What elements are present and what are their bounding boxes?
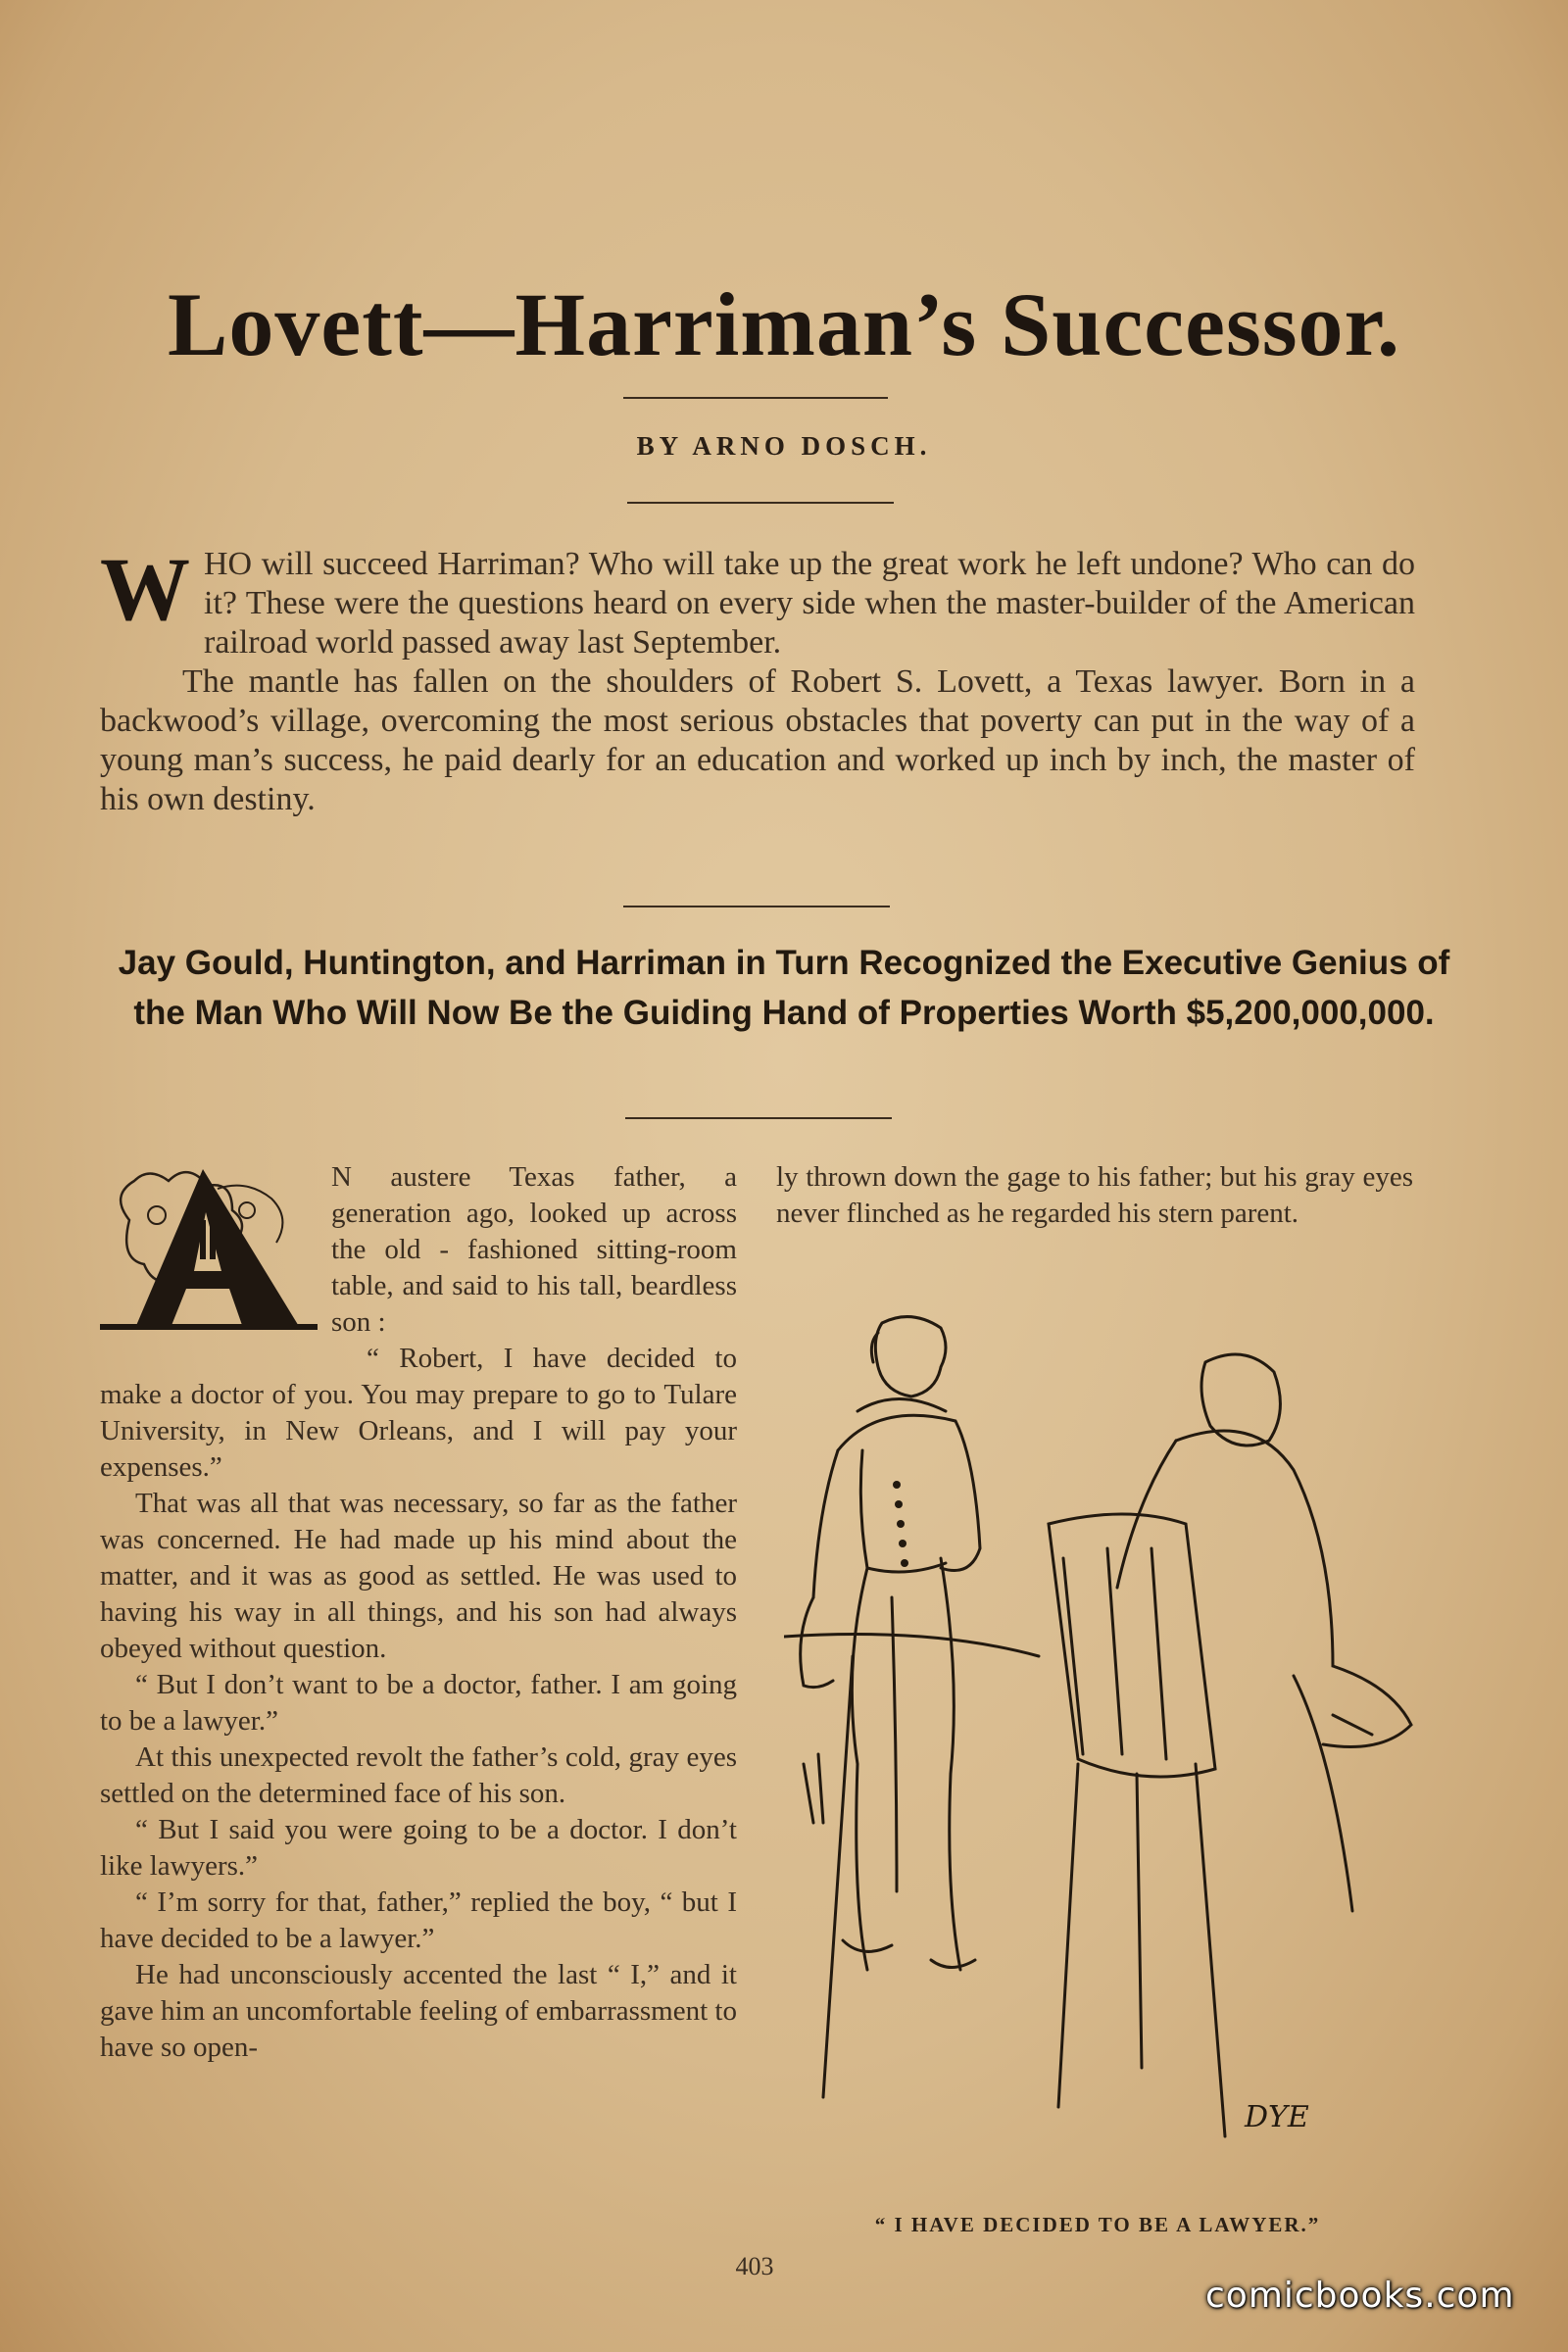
body-paragraph-continued: ly thrown down the gage to his father; but his gray eyes never flinched as he regarded his stern parent. xyxy=(776,1161,1413,1229)
page-number: 403 xyxy=(735,2252,774,2280)
intro-text xyxy=(100,539,1415,819)
title-rule xyxy=(623,397,888,399)
illustration-caption: “ I HAVE DECIDED TO BE A LAWYER.” xyxy=(874,2213,1321,2236)
article-title: Lovett—Harriman’s Successor. xyxy=(168,274,1400,374)
body-paragraph: N austere Texas father, a generation ago, looked up across the old - fashioned sitting-room table, and said to his tall, beardless son : xyxy=(331,1161,737,1338)
body-column-2 xyxy=(776,1159,1413,1232)
illustration-father-son-drawing xyxy=(784,1303,1431,2205)
body-paragraph: “ I’m sorry for that, father,” replied the boy, “ but I have decided to be a lawyer.” xyxy=(100,1886,737,1954)
deck-rule xyxy=(625,1117,892,1119)
body-column-1 xyxy=(100,1159,737,2066)
intro-rule xyxy=(623,906,890,907)
byline: BY ARNO DOSCH. xyxy=(636,431,932,461)
intro-paragraph-1: HO will succeed Harriman? Who will take up the great work he left undone? Who can do it? These were the questions heard on every side when the master-builder of the American railroad world passed away last September. xyxy=(204,546,1415,661)
body-paragraph: “ But I said you were going to be a doctor. I don’t like lawyers.” xyxy=(100,1814,737,1882)
drop-cap-w: W xyxy=(100,539,190,639)
body-paragraph: “ Robert, I have decided to make a doctor of you. You may prepare to go to Tulare University, in New Orleans, and I will pay your expenses.” xyxy=(100,1343,737,1483)
body-paragraph: At this unexpected revolt the father’s cold, gray eyes settled on the determined face of his son. xyxy=(100,1741,737,1809)
drop-cap-a-ornament xyxy=(100,1161,318,1338)
body-paragraph: “ But I don’t want to be a doctor, father. I am going to be a lawyer.” xyxy=(100,1669,737,1737)
intro-paragraph-2: The mantle has fallen on the shoulders of Robert S. Lovett, a Texas lawyer. Born in a backwood’s village, overcoming the most serious obstacles that poverty can put in the way of a young man’s success, he paid dearly for an education and worked up inch by inch, the master of his own destiny. xyxy=(100,663,1415,817)
body-paragraph: That was all that was necessary, so far as the father was concerned. He had made up his mind about the matter, and it was as good as settled. He was used to having his way in all things, and his son had always obeyed without question. xyxy=(100,1488,737,1664)
artist-signature: DYE xyxy=(1245,2100,1309,2134)
body-paragraph: He had unconsciously accented the last “ I,” and it gave him an uncomfortable feeling of embarrassment to have so open- xyxy=(100,1959,737,2063)
ornamental-initial-icon xyxy=(100,1161,318,1338)
article-deck: Jay Gould, Huntington, and Harriman in Turn Recognized the Executive Genius of the Man Who Will Now Be the Guiding Hand of Properties Worth $5,200,000,000. xyxy=(118,944,1450,1032)
watermark: comicbooks.com xyxy=(1205,2276,1515,2316)
illustration xyxy=(784,1303,1431,2205)
byline-rule xyxy=(627,502,894,504)
